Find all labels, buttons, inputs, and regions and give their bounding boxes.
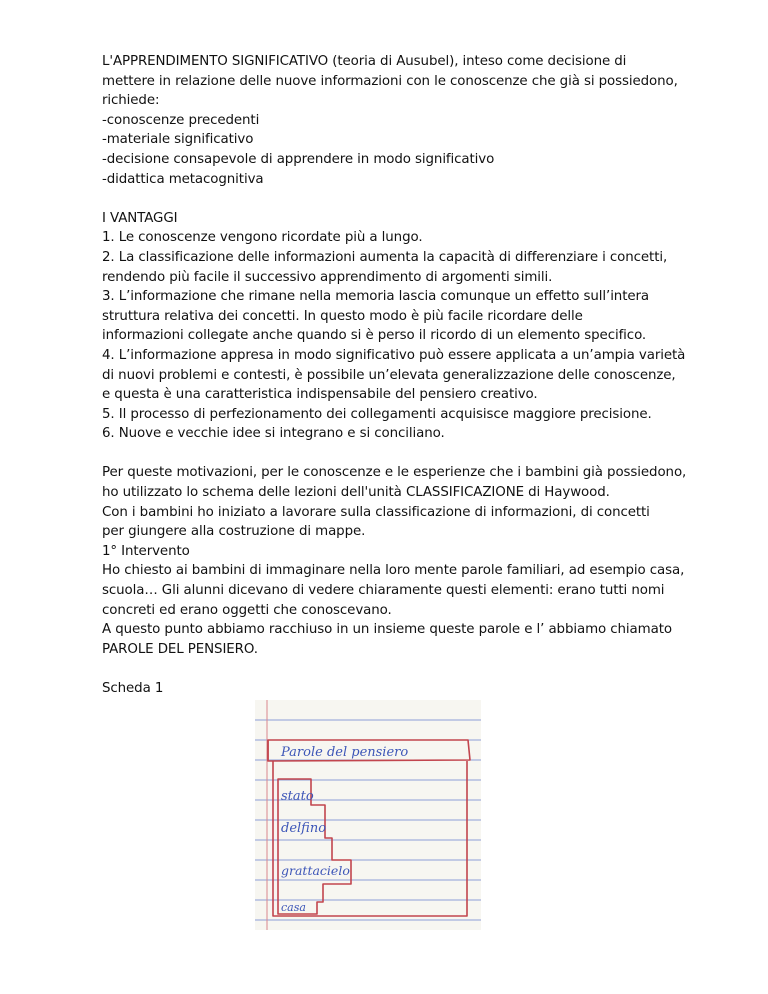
vantaggi-line: 6. Nuove e vecchie idee si integrano e si conciliano. — [102, 426, 445, 442]
intro-line: -materiale significativo — [102, 132, 254, 148]
motivazioni-line: A questo punto abbiamo racchiuso in un insieme queste parole e l’ abbiamo chiamato — [102, 622, 672, 638]
motivazioni-line: PAROLE DEL PENSIERO. — [102, 641, 258, 657]
scheda-drawing — [255, 700, 481, 930]
paragraph-gap — [102, 189, 702, 209]
scheda-word: grattacielo — [281, 863, 350, 878]
motivazioni-paragraph — [102, 463, 702, 659]
motivazioni-line: concreti ed erano oggetti che conoscevano. — [102, 602, 392, 618]
intro-line: mettere in relazione delle nuove informazioni con le conoscenze che già si possiedono, — [102, 73, 678, 89]
paper-background — [255, 700, 481, 930]
paragraph-gap — [102, 659, 702, 679]
scheda-label: Scheda 1 — [102, 681, 164, 696]
intro-line: -conoscenze precedenti — [102, 112, 260, 128]
intro-paragraph — [102, 52, 702, 189]
vantaggi-line: e questa è una caratteristica indispensabile del pensiero creativo. — [102, 387, 538, 403]
motivazioni-line: Per queste motivazioni, per le conoscenze e le esperienze che i bambini già possiedono, — [102, 465, 687, 481]
vantaggi-line: 2. La classificazione delle informazioni aumenta la capacità di differenziare i concetti, — [102, 249, 668, 265]
vantaggi-line: 3. L’informazione che rimane nella memoria lascia comunque un effetto sull’intera — [102, 289, 649, 305]
intro-line: -decisione consapevole di apprendere in modo significativo — [102, 151, 495, 167]
intro-line: L'APPRENDIMENTO SIGNIFICATIVO (teoria di Ausubel), inteso come decisione di — [102, 54, 627, 69]
motivazioni-line: 1° Intervento — [102, 543, 190, 559]
vantaggi-line: di nuovi problemi e contesti, è possibile un’elevata generalizzazione delle conoscenze, — [102, 367, 676, 383]
vantaggi-line: informazioni collegate anche quando si è perso il ricordo di un elemento specifico. — [102, 328, 647, 344]
document-body — [102, 52, 702, 699]
section-heading: I VANTAGGI — [102, 210, 178, 226]
scheda-notebook-image — [255, 700, 481, 930]
scheda-word: delfino — [281, 821, 327, 836]
vantaggi-line: 1. Le conoscenze vengono ricordate più a lungo. — [102, 230, 423, 246]
vantaggi-line: 4. L’informazione appresa in modo significativo può essere applicata a un’ampia varietà — [102, 347, 686, 363]
motivazioni-line: per giungere alla costruzione di mappe. — [102, 524, 366, 540]
motivazioni-line: scuola… Gli alunni dicevano di vedere chiaramente questi elementi: erano tutti nomi — [102, 583, 665, 599]
scheda-title: Parole del pensiero — [281, 745, 409, 760]
vantaggi-line: 5. Il processo di perfezionamento dei collegamenti acquisisce maggiore precisione. — [102, 406, 652, 422]
paragraph-gap — [102, 444, 702, 464]
vantaggi-line: struttura relativa dei concetti. In questo modo è più facile ricordare delle — [102, 308, 583, 324]
intro-line: richiede: — [102, 93, 160, 109]
motivazioni-line: Ho chiesto ai bambini di immaginare nella loro mente parole familiari, ad esempio casa, — [102, 563, 685, 579]
scheda-word: stato — [281, 789, 314, 804]
vantaggi-line: rendendo più facile il successivo apprendimento di argomenti simili. — [102, 269, 553, 285]
vantaggi-section — [102, 209, 702, 444]
motivazioni-line: Con i bambini ho iniziato a lavorare sulla classificazione di informazioni, di concetti — [102, 504, 650, 520]
intro-line: -didattica metacognitiva — [102, 171, 264, 187]
scheda-word: casa — [281, 901, 306, 914]
motivazioni-line: ho utilizzato lo schema delle lezioni dell'unità CLASSIFICAZIONE di Haywood. — [102, 485, 610, 501]
